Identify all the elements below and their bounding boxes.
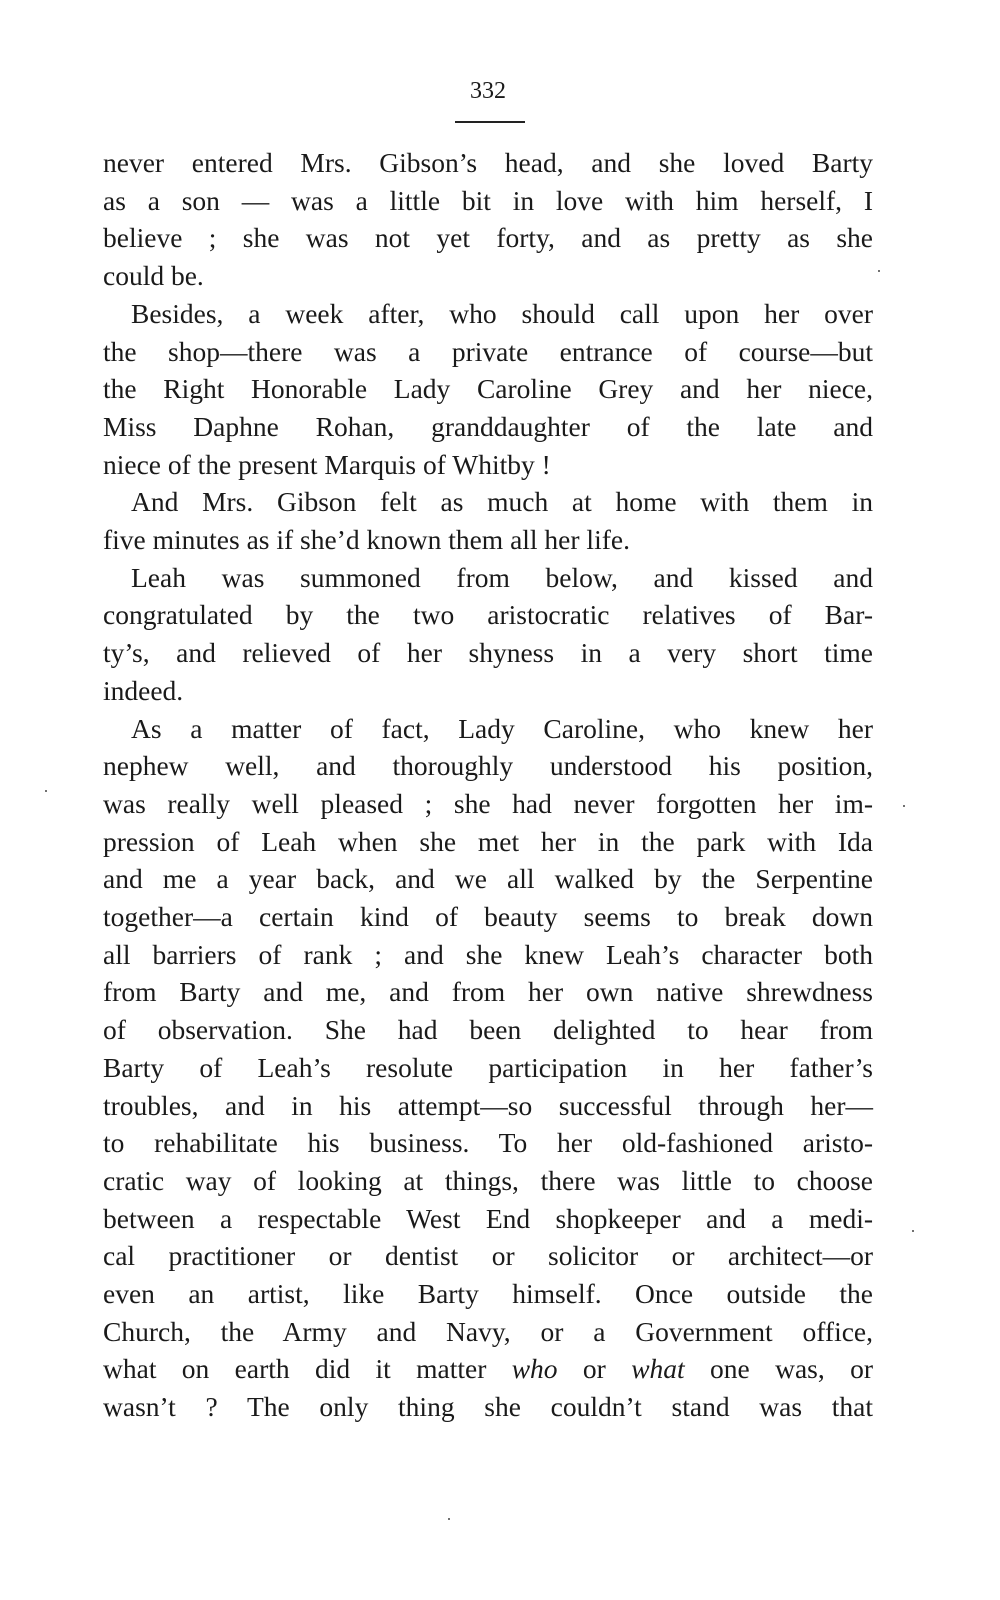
text-line: Church, the Army and Navy, or a Government office, [103, 1315, 873, 1347]
page-number-rule [455, 121, 525, 123]
text-segment: what on earth did it matter [103, 1353, 512, 1385]
text-line: five minutes as if she’d known them all her life. [103, 524, 630, 555]
text-line: troubles, and in his attempt—so successful through her— [103, 1089, 873, 1121]
text-line: of observation. She had been delighted to hear from [103, 1014, 873, 1046]
scan-speck [448, 1518, 450, 1520]
text-line: and me a year back, and we all walked by the Serpentine [103, 863, 873, 895]
text-line: all barriers of rank ; and she knew Leah’s character both [103, 938, 873, 970]
text-line: believe ; she was not yet forty, and as pretty as she [103, 222, 873, 254]
text-line: As a matter of fact, Lady Caroline, who knew her [131, 712, 873, 744]
text-line: wasn’t ? The only thing she couldn’t stand was that [103, 1391, 873, 1423]
text-line: as a son — was a little bit in love with him herself, I [103, 184, 873, 216]
text-line: cratic way of looking at things, there was little to choose [103, 1164, 873, 1196]
text-line: cal practitioner or dentist or solicitor or architect—or [103, 1240, 873, 1272]
text-line: pression of Leah when she met her in the park with Ida [103, 825, 873, 857]
text-line: congratulated by the two aristocratic relatives of Bar- [103, 599, 873, 631]
text-line: to rehabilitate his business. To her old-fashioned aristo- [103, 1127, 873, 1159]
text-line: Leah was summoned from below, and kissed and [131, 561, 873, 593]
scan-speck [912, 1230, 914, 1232]
text-segment: one was, or [684, 1353, 873, 1385]
text-line: could be. [103, 260, 204, 292]
text-line: ty’s, and relieved of her shyness in a very short time [103, 637, 873, 669]
scan-speck [903, 805, 905, 807]
text-line: Miss Daphne Rohan, granddaughter of the late and [103, 410, 873, 442]
page-number: 332 [470, 78, 506, 104]
scan-speck [878, 270, 880, 272]
text-line: together—a certain kind of beauty seems to break down [103, 901, 873, 932]
text-line: was really well pleased ; she had never forgotten her im- [103, 787, 873, 819]
italic-word: what [631, 1353, 685, 1385]
text-line: indeed. [103, 674, 184, 706]
text-line: the Right Honorable Lady Caroline Grey and her niece, [103, 373, 873, 405]
text-line: the shop—there was a private entrance of course—but [103, 335, 873, 367]
text-line: And Mrs. Gibson felt as much at home with them in [131, 486, 873, 518]
text-line: even an artist, like Barty himself. Once outside the [103, 1278, 873, 1309]
text-segment: or [557, 1353, 632, 1385]
scan-speck [45, 790, 47, 792]
text-line [103, 1352, 873, 1386]
text-line: niece of the present Marquis of Whitby ! [103, 448, 551, 480]
text-line: never entered Mrs. Gibson’s head, and she loved Barty [103, 147, 873, 178]
text-line: between a respectable West End shopkeeper and a medi- [103, 1202, 873, 1234]
text-line: nephew well, and thoroughly understood his position, [103, 750, 873, 782]
text-line: Besides, a week after, who should call upon her over [131, 297, 873, 329]
italic-word: who [511, 1353, 558, 1385]
text-line: from Barty and me, and from her own native shrewdness [103, 976, 873, 1008]
text-line: Barty of Leah’s resolute participation in her father’s [103, 1051, 873, 1083]
